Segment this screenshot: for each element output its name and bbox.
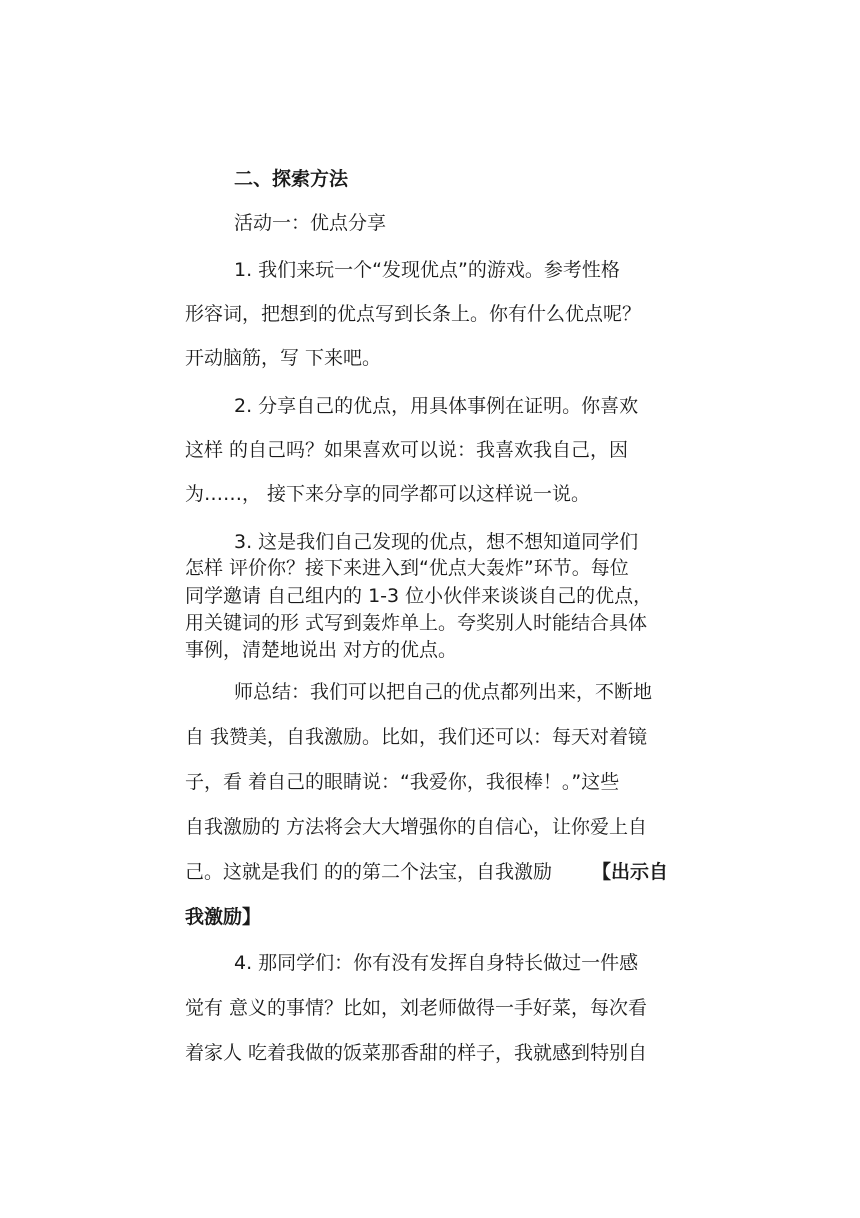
emphasis-show-self-motivation: 【出示自 [592,861,669,883]
paragraph-4-line-4: 自我激励的 方法将会大大增强你的自信心，让你爱上自 [185,816,648,838]
paragraph-5-line-3: 着家人 吃着我做的饭菜那香甜的样子，我就感到特别自 [185,1042,648,1064]
paragraph-3-line-5: 事例，清楚地说出 对方的优点。 [185,639,458,661]
paragraph-5-line-2: 觉有 意义的事情？比如，刘老师做得一手好菜，每次看 [185,997,648,1019]
paragraph-1-line-2: 形容词，把想到的优点写到长条上。你有什么优点呢？ [185,303,642,325]
paragraph-4-line-2: 自 我赞美，自我激励。比如，我们还可以：每天对着镜 [185,726,648,748]
paragraph-2-line-1: 2. 分享自己的优点，用具体事例在证明。你喜欢 [234,395,639,417]
paragraph-3-line-4: 用关键词的形 式写到轰炸单上。夸奖别人时能结合具体 [185,612,648,634]
paragraph-5-line-1: 4. 那同学们：你有没有发挥自身特长做过一件感 [234,952,639,974]
paragraph-3-line-1: 3. 这是我们自己发现的优点，想不想知道同学们 [234,531,639,553]
paragraph-4-line-3: 子，看 着自己的眼睛说：“我爱你，我很棒！。”这些 [185,771,620,793]
paragraph-4-line-5: 己。这就是我们 的的第二个法宝，自我激励 [185,861,553,883]
paragraph-3-line-2: 怎样 评价你？接下来进入到“优点大轰炸”环节。每位 [185,557,629,579]
section-heading: 二、探索方法 [234,168,349,190]
paragraph-1-line-3: 开动脑筋，写 下来吧。 [185,347,382,369]
paragraph-4-line-1: 师总结：我们可以把自己的优点都列出来，不断地 [234,681,653,703]
paragraph-2-line-3: 为……， 接下来分享的同学都可以这样说一说。 [185,483,591,505]
paragraph-2-line-2: 这样 的自己吗？如果喜欢可以说：我喜欢我自己，因 [185,439,629,461]
activity-title: 活动一：优点分享 [234,212,387,234]
emphasis-self-motivation-end: 我激励】 [185,906,262,928]
paragraph-3-line-3: 同学邀请 自己组内的 1-3 位小伙伴来谈谈自己的优点， [185,585,653,607]
paragraph-1-line-1: 1. 我们来玩一个“发现优点”的游戏。参考性格 [234,259,620,281]
